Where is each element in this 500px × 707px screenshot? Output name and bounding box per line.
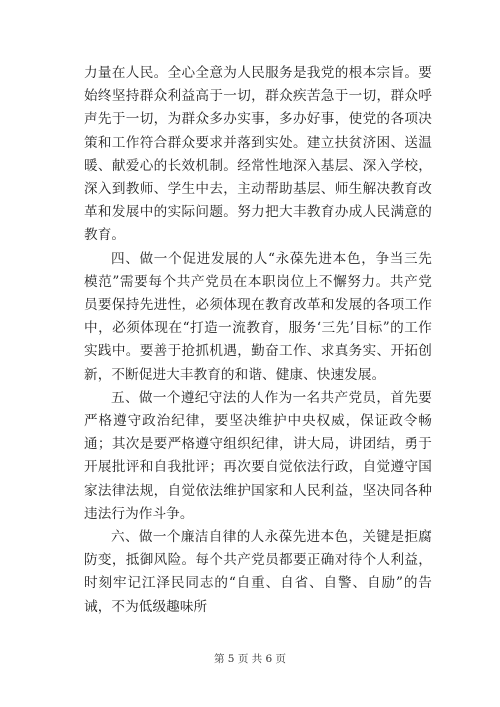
paragraph-1: 力量在人民。全心全意为人民服务是我党的根本宗旨。要始终坚持群众利益高于一切，群众疾苦急于一切，群众呼声先于一切，为群众多办实事，多办好事，使党的各项决策和工作符合群众要求并落到实处。建立扶贫济困、送温暖、献爱心的长效机制。经常性地深入基层、深入学校，深入到教师、学生中去，主动帮助基层、师生解决教育改革和发展中的实际问题。努力把大丰教育办成人民满意的教育。 [84,65,432,244]
paragraph-2: 四、做一个促进发展的人“永葆先进本色，争当三先模范”需要每个共产党员在本职岗位上不懈努力。共产党员要保持先进性，必须体现在教育改革和发展的各项工作中，必须体现在“打造一流教育，服务‘三先’目标”的工作实践中。要善于抢抓机遇，勤奋工作、求真务实、开拓创新，不断促进大丰教育的和谐、健康、快速发展。 [84,250,432,383]
document-body [84,62,432,619]
page-number-footer: 第 5 页 共 6 页 [213,653,287,665]
paragraph-4: 六、做一个廉洁自律的人永葆先进本色，关键是拒腐防变，抵御风险。每个共产党员都要正确对待个人利益，时刻牢记江泽民同志的“自重、自省、自警、自励”的告诫，不为低级趣味所 [84,529,432,615]
paragraph-3: 五、做一个遵纪守法的人作为一名共产党员，首先要严格遵守政治纪律，要坚决维护中央权威，保证政令畅通；其次是要严格遵守组织纪律，讲大局，讲团结，勇于开展批评和自我批评；再次要自觉依法行政，自觉遵守国家法律法规，自觉依法维护国家和人民利益，坚决同各种违法行为作斗争。 [84,389,432,522]
